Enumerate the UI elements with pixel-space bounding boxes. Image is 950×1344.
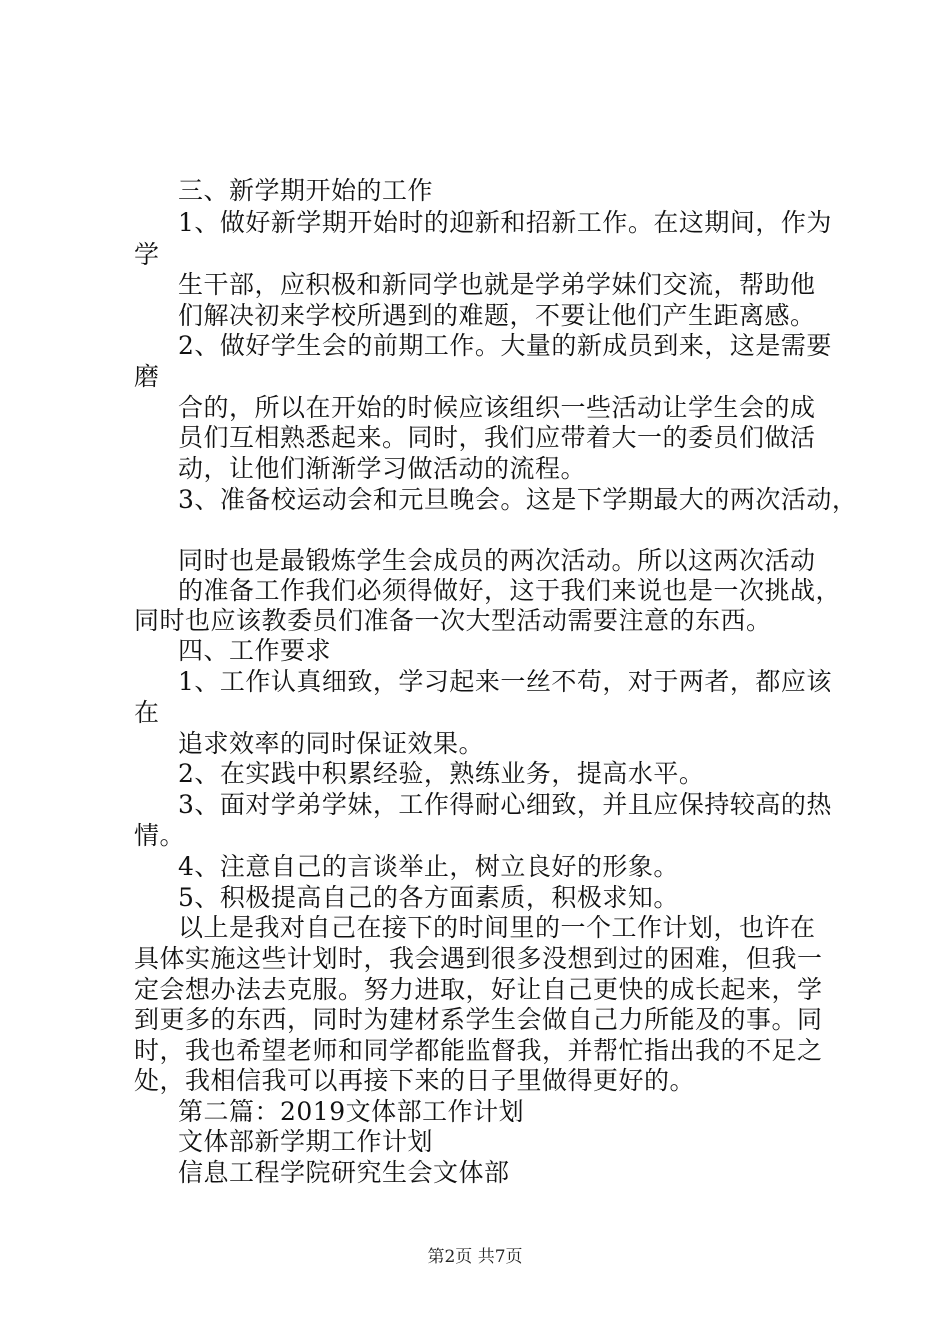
paragraph-line: 1、做好新学期开始时的迎新和招新工作。在这期间，作为 [178,208,832,237]
section-heading: 四、工作要求 [178,636,332,665]
section-heading: 三、新学期开始的工作 [178,176,434,205]
paragraph-line: 4、注意自己的言谈举止，树立良好的形象。 [178,852,679,881]
paragraph-line: 处，我相信我可以再接下来的日子里做得更好的。 [134,1066,696,1095]
paragraph-line: 到更多的东西，同时为建材系学生会做自己力所能及的事。同 [134,1005,823,1034]
paragraph-line: 以上是我对自己在接下的时间里的一个工作计划，也许在 [178,913,816,942]
paragraph-line: 在 [134,698,160,727]
document-subtitle: 信息工程学院研究生会文体部 [178,1158,510,1187]
paragraph-line: 员们互相熟悉起来。同时，我们应带着大一的委员们做活 [178,423,816,452]
document-title: 文体部新学期工作计划 [178,1127,434,1156]
paragraph-line: 定会想办法去克服。努力进取，好让自己更快的成长起来，学 [134,975,823,1004]
page-number-footer: 第2页 共7页 [427,1247,523,1267]
paragraph-line: 们解决初来学校所遇到的难题，不要让他们产生距离感。 [178,301,816,330]
chapter-heading: 第二篇：2019文体部工作计划 [178,1097,525,1126]
paragraph-line: 5、积极提高自己的各方面素质，积极求知。 [178,883,679,912]
paragraph-line: 磨 [134,362,160,391]
paragraph-line: 1、工作认真细致，学习起来一丝不苟，对于两者，都应该 [178,667,832,696]
paragraph-line: 3、准备校运动会和元旦晚会。这是下学期最大的两次活动， [178,485,858,514]
paragraph-line: 具体实施这些计划时，我会遇到很多没想到过的困难，但我一 [134,944,823,973]
paragraph-line: 学 [134,240,160,269]
paragraph-line: 同时也是最锻炼学生会成员的两次活动。所以这两次活动 [178,546,816,575]
paragraph-line: 时，我也希望老师和同学都能监督我，并帮忙指出我的不足之 [134,1036,823,1065]
paragraph-line: 追求效率的同时保证效果。 [178,729,485,758]
paragraph-line: 动，让他们渐渐学习做活动的流程。 [178,454,587,483]
paragraph-line: 的准备工作我们必须得做好，这于我们来说也是一次挑战， [178,576,842,605]
paragraph-line: 情。 [134,821,186,850]
paragraph-line: 3、面对学弟学妹，工作得耐心细致，并且应保持较高的热 [178,790,832,819]
paragraph-line: 2、做好学生会的前期工作。大量的新成员到来，这是需要 [178,331,832,360]
paragraph-line: 同时也应该教委员们准备一次大型活动需要注意的东西。 [134,606,772,635]
paragraph-line: 2、在实践中积累经验，熟练业务，提高水平。 [178,759,705,788]
paragraph-line: 合的，所以在开始的时候应该组织一些活动让学生会的成 [178,393,816,422]
paragraph-line: 生干部，应积极和新同学也就是学弟学妹们交流，帮助他 [178,270,816,299]
